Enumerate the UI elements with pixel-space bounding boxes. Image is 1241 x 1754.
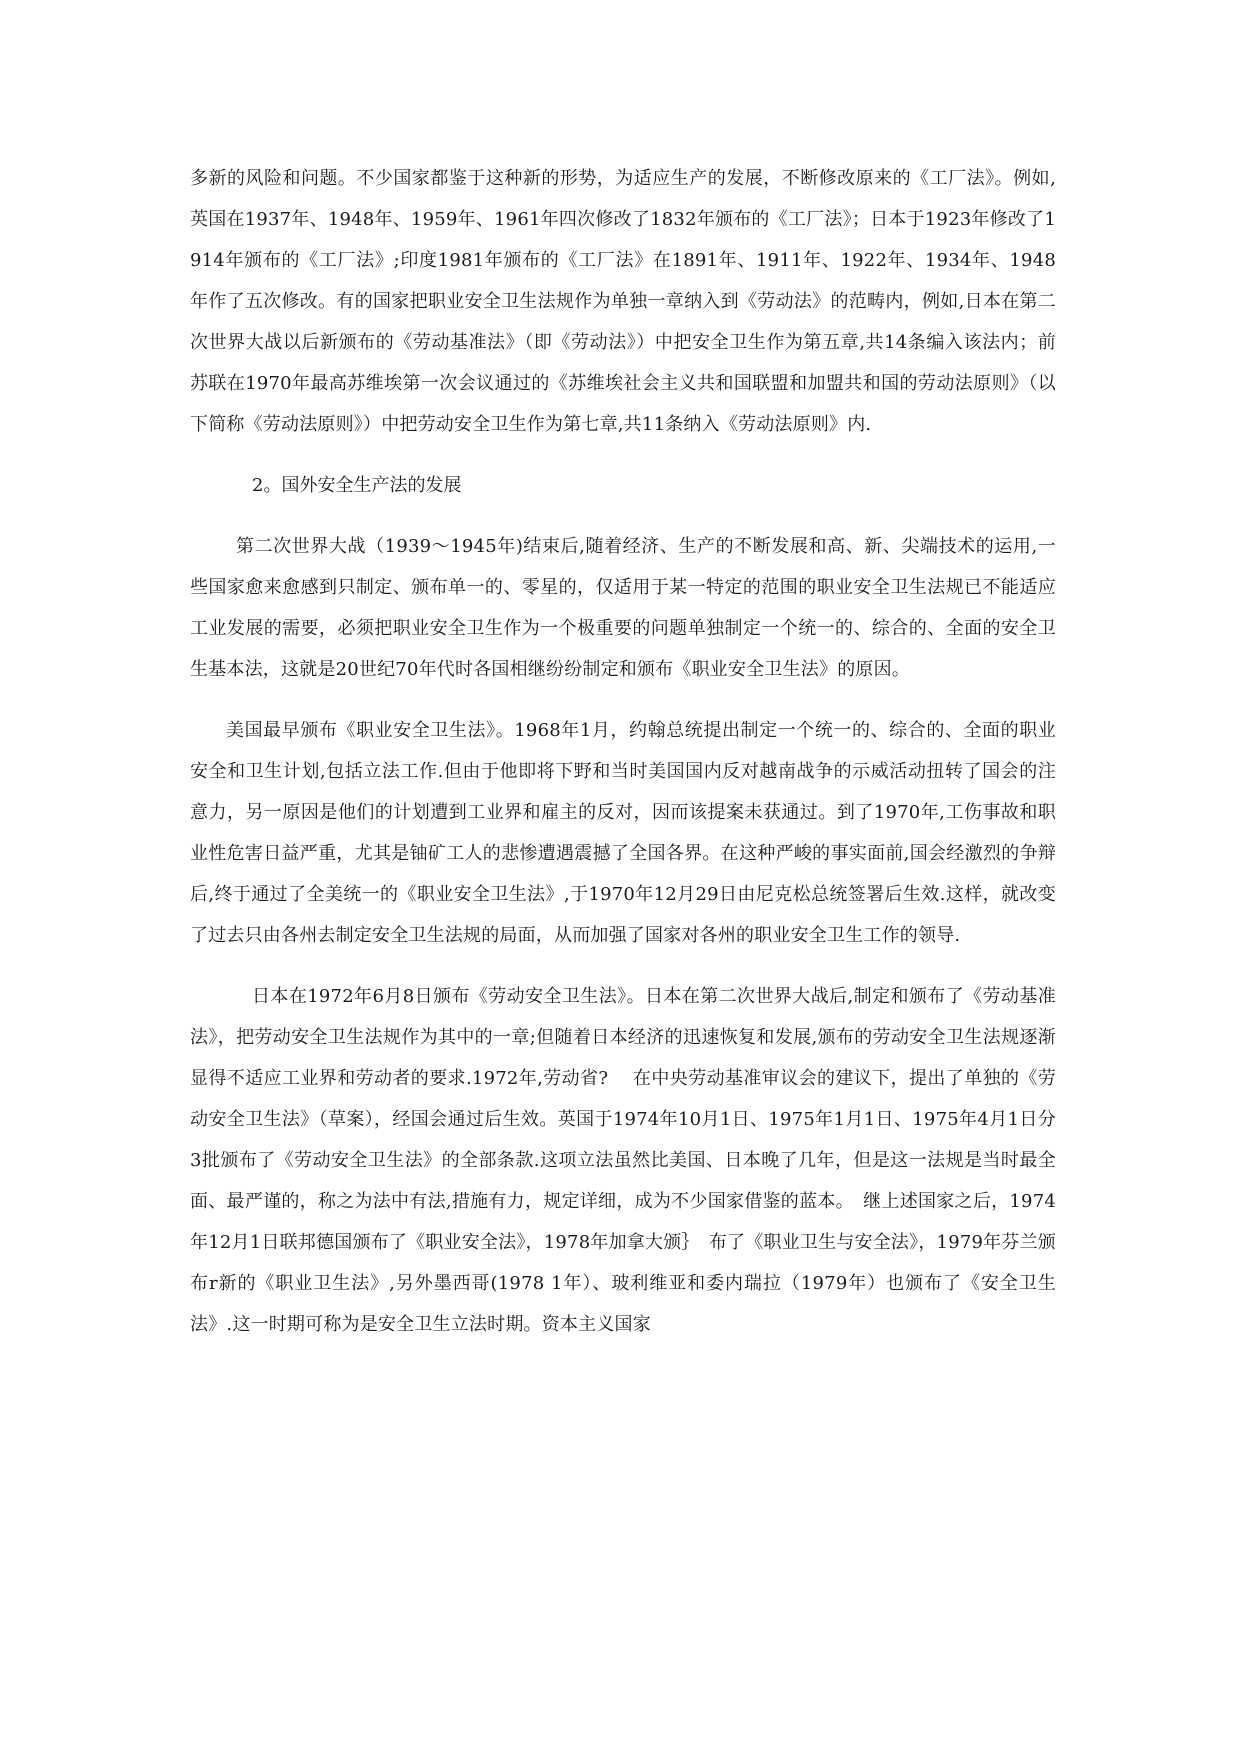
paragraph-usa-osha: 美国最早颁布《职业安全卫生法》。1968年1月，约翰总统提出制定一个统一的、综合的、全面的职业安全和卫生计划,包括立法工作.但由于他即将下野和当时美国国内反对越南战争的示威活动扭转了国会的注意力，另一原因是他们的计划遭到工业界和雇主的反对，因而该提案未获通过。到了1970年,工伤事故和职业性危害日益严重，尤其是铀矿工人的悲惨遭遇震撼了全国各界。在这种严峻的事实面前,国会经激烈的争辩后,终于通过了全美统一的《职业安全卫生法》,于1970年12月29日由尼克松总统签署后生效.这样，就改变了过去只由各州去制定安全卫生法规的局面，从而加强了国家对各州的职业安全卫生工作的领导. bbox=[190, 720, 1056, 946]
paragraph-japan-uk-others: 日本在1972年6月8日颁布《劳动安全卫生法》。日本在第二次世界大战后,制定和颁布了《劳动基准法》，把劳动安全卫生法规作为其中的一章;但随着日本经济的迅速恢复和发展,颁布的劳动安全卫生法规逐渐显得不适应工业界和劳动者的要求.1972年,劳动省? 在中央劳动基准审议会的建议下，提出了单独的《劳动安全卫生法》（草案），经国会通过后生效。英国于1974年10月1日、1975年1月1日、1975年4月1日分3批颁布了《劳动安全卫生法》的全部条款.这项立法虽然比美国、日本晚了几年，但是这一法规是当时最全面、最严谨的，称之为法中有法,措施有力，规定详细，成为不少国家借鉴的蓝本。 继上述国家之后，1974年12月1日联邦德国颁布了《职业安全法》，1978年加拿大颁｝ 布了《职业卫生与安全法》，1979年芬兰颁布r新的《职业卫生法》,另外墨西哥(1978 1年）、玻利维亚和委内瑞拉（1979年）也颁布了《安全卫生法》.这一时期可称为是安全卫生立法时期。资本主义国家 bbox=[190, 986, 1056, 1335]
paragraph-post-war-development: 第二次世界大战（1939～1945年)结束后,随着经济、生产的不断发展和高、新、尖端技术的运用,一些国家愈来愈感到只制定、颁布单一的、零星的，仅适用于某一特定的范围的职业安全卫生法规已不能适应工业发展的需要，必须把职业安全卫生作为一个极重要的问题单独制定一个统一的、综合的、全面的安全卫生基本法，这就是20世纪70年代时各国相继纷纷制定和颁布《职业安全卫生法》的原因。 bbox=[190, 536, 1056, 680]
document-body bbox=[190, 158, 1056, 1345]
paragraph-factory-law-revisions: 多新的风险和问题。不少国家都鉴于这种新的形势，为适应生产的发展，不断修改原来的《工厂法》。例如,英国在1937年、1948年、1959年、1961年四次修改了1832年颁布的《工厂法》；日本于1923年修改了1914年颁布的《工厂法》;印度1981年颁布的《工厂法》在1891年、1911年、1922年、1934年、1948年作了五次修改。有的国家把职业安全卫生法规作为单独一章纳入到《劳动法》的范畴内，例如,日本在第二次世界大战以后新颁布的《劳动基准法》（即《劳动法》）中把安全卫生作为第五章,共14条编入该法内；前苏联在1970年最高苏维埃第一次会议通过的《苏维埃社会主义共和国联盟和加盟共和国的劳动法原则》（以下简称《劳动法原则》）中把劳动安全卫生作为第七章,共11条纳入《劳动法原则》内. bbox=[190, 168, 1056, 435]
section-heading: 2。国外安全生产法的发展 bbox=[252, 475, 462, 496]
